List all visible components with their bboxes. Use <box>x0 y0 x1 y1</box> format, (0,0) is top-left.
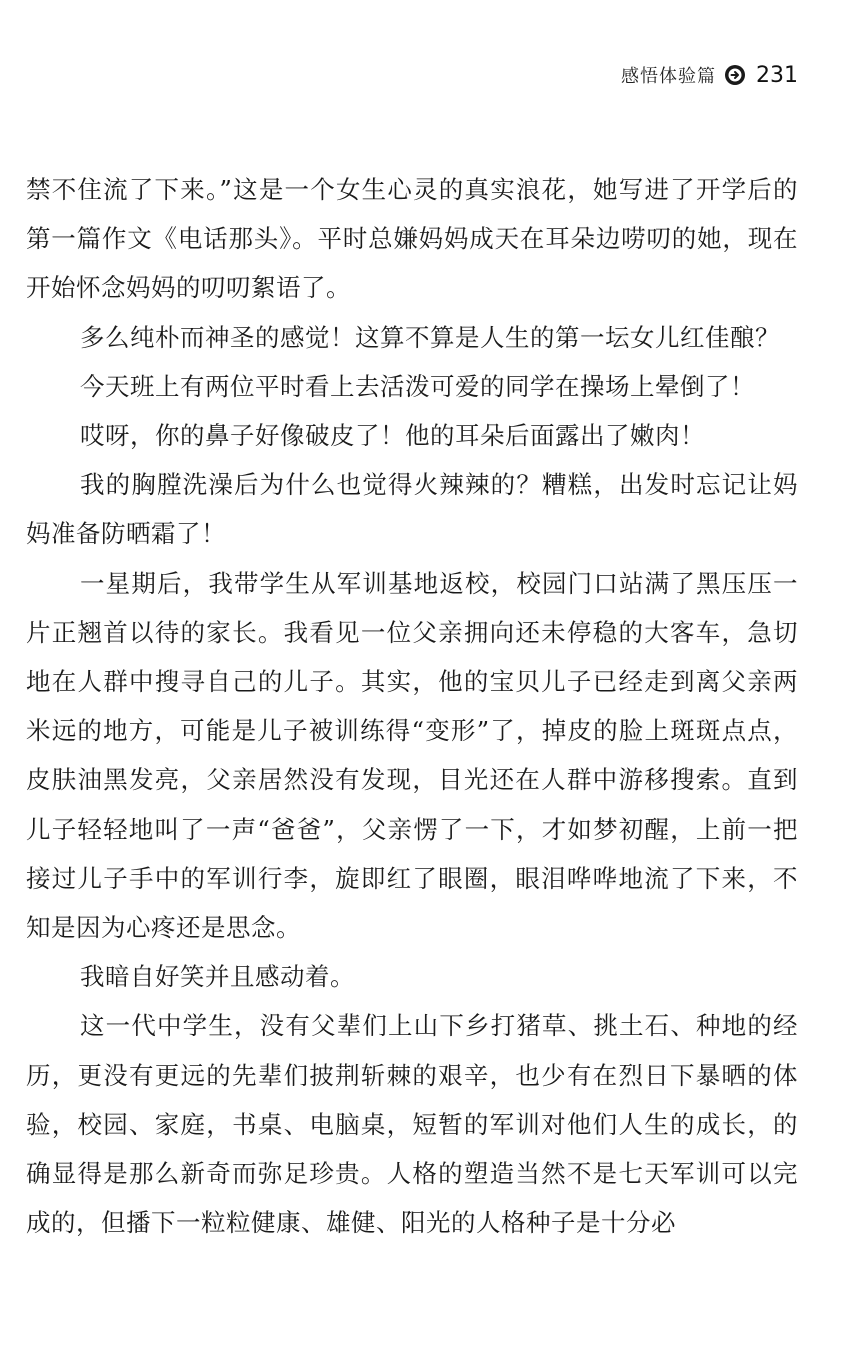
body-text <box>26 165 798 1247</box>
running-header <box>621 62 798 88</box>
paragraph: 我的胸膛洗澡后为什么也觉得火辣辣的？糟糕，出发时忘记让妈妈准备防晒霜了！ <box>26 470 798 549</box>
paragraph: 今天班上有两位平时看上去活泼可爱的同学在操场上晕倒了！ <box>80 371 755 401</box>
paragraph: 禁不住流了下来。”这是一个女生心灵的真实浪花，她写进了开学后的第一篇作文《电话那头》。平时总嫌妈妈成天在耳朵边唠叨的她，现在开始怀念妈妈的叨叨絮语了。 <box>26 175 798 303</box>
paragraph: 哎呀，你的鼻子好像破皮了！他的耳朵后面露出了嫩肉！ <box>80 421 705 451</box>
page-number: 231 <box>756 62 798 88</box>
paragraph: 这一代中学生，没有父辈们上山下乡打猪草、挑土石、种地的经历，更没有更远的先辈们披荆斩棘的艰辛，也少有在烈日下暴晒的体验，校园、家庭，书桌、电脑桌，短暂的军训对他们人生的成长，的确显得是那么新奇而弥足珍贵。人格的塑造当然不是七天军训可以完成的，但播下一粒粒健康、雄健、阳光的人格种子是十分必 <box>26 1011 798 1238</box>
paragraph: 我暗自好笑并且感动着。 <box>80 962 355 992</box>
right-arrow-circle-icon <box>724 64 746 86</box>
section-title: 感悟体验篇 <box>621 66 716 87</box>
paragraph: 多么纯朴而神圣的感觉！这算不算是人生的第一坛女儿红佳酿？ <box>80 322 780 352</box>
paragraph: 一星期后，我带学生从军训基地返校，校园门口站满了黑压压一片正翘首以待的家长。我看见一位父亲拥向还未停稳的大客车，急切地在人群中搜寻自己的儿子。其实，他的宝贝儿子已经走到离父亲两米远的地方，可能是儿子被训练得“变形”了，掉皮的脸上斑斑点点，皮肤油黑发亮，父亲居然没有发现，目光还在人群中游移搜索。直到儿子轻轻地叫了一声“爸爸”，父亲愣了一下，才如梦初醒，上前一把接过儿子手中的军训行李，旋即红了眼圈，眼泪哗哗地流了下来，不知是因为心疼还是思念。 <box>26 568 798 943</box>
